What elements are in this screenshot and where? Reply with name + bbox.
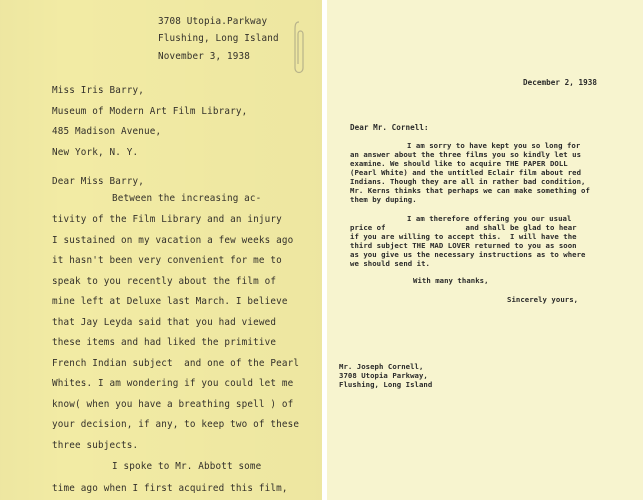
- paragraph2-line-3: if you are willing to accept this. I will have the: [350, 232, 577, 241]
- closing-line: Sincerely yours,: [507, 295, 579, 304]
- paragraph1-line-5: Indians. Though they are all in rather bad condition,: [350, 177, 586, 186]
- body-line-7: that Jay Leyda said that you had viewed: [52, 317, 277, 328]
- sender-address-line-1: 3708 Utopia.Parkway: [158, 16, 268, 27]
- paragraph1-line-6: Mr. Kerns thinks that perhaps we can make something of: [350, 186, 590, 195]
- body-line-9: French Indian subject and one of the Pearl: [52, 358, 300, 369]
- recipient-address-line-3: 485 Madison Avenue,: [52, 126, 162, 137]
- paragraph2-line-4: third subject THE MAD LOVER returned to you as soon: [350, 241, 577, 250]
- recipient-address-line-4: New York, N. Y.: [52, 147, 139, 158]
- body-line-2: tivity of the Film Library and an injury: [52, 214, 282, 225]
- paragraph1-line-7: them by duping.: [350, 195, 417, 204]
- body-line-1: Between the increasing ac-: [112, 193, 262, 204]
- thanks-line: With many thanks,: [413, 276, 489, 285]
- recipient-address-line-1: Miss Iris Barry,: [52, 85, 144, 96]
- paragraph2-line-5: as you give us the necessary instructions as to where: [350, 250, 586, 259]
- body-line-6: mine left at Deluxe last March. I believe: [52, 296, 288, 307]
- body-line-12: your decision, if any, to keep two of these: [52, 419, 300, 430]
- body-line-13: three subjects.: [52, 440, 139, 451]
- reply-salutation: Dear Mr. Cornell:: [350, 123, 429, 132]
- body-line-14: I spoke to Mr. Abbott some: [112, 461, 262, 472]
- sender-address-line-2: Flushing, Long Island: [158, 33, 279, 44]
- paragraph1-line-4: (Pearl White) and the untitled Eclair film about red: [350, 168, 582, 177]
- paragraph1-line-2: an answer about the three films you so kindly let us: [350, 150, 582, 159]
- reply-recipient-line-1: Mr. Joseph Cornell,: [339, 362, 424, 371]
- body-line-10: Whites. I am wondering if you could let me: [52, 378, 294, 389]
- paragraph2-line-6: we should send it.: [350, 259, 430, 268]
- paragraph2-line-1: I am therefore offering you our usual: [407, 214, 572, 223]
- reply-recipient-line-3: Flushing, Long Island: [339, 380, 433, 389]
- paragraph2-line-2: price of and shall be glad to hear: [350, 223, 577, 232]
- reply-date: December 2, 1938: [523, 78, 597, 87]
- body-line-3: I sustained on my vacation a few weeks ago: [52, 235, 294, 246]
- reply-recipient-line-2: 3708 Utopia Parkway,: [339, 371, 428, 380]
- body-line-4: it hasn't been very convenient for me to: [52, 255, 282, 266]
- paragraph1-line-1: I am sorry to have kept you so long for: [407, 141, 581, 150]
- letter-date: November 3, 1938: [158, 51, 250, 62]
- body-line-15: time ago when I first acquired this film,: [52, 483, 288, 494]
- right-letter-page: [327, 0, 643, 500]
- recipient-address-line-2: Museum of Modern Art Film Library,: [52, 106, 248, 117]
- paragraph1-line-3: examine. We should like to acquire THE PAPER DOLL: [350, 159, 568, 168]
- body-line-5: speak to you recently about the film of: [52, 276, 277, 287]
- salutation: Dear Miss Barry,: [52, 176, 144, 187]
- paperclip-icon: [292, 18, 306, 80]
- body-line-11: know( when you have a breathing spell ) of: [52, 399, 294, 410]
- body-line-8: these items and had liked the primitive: [52, 337, 277, 348]
